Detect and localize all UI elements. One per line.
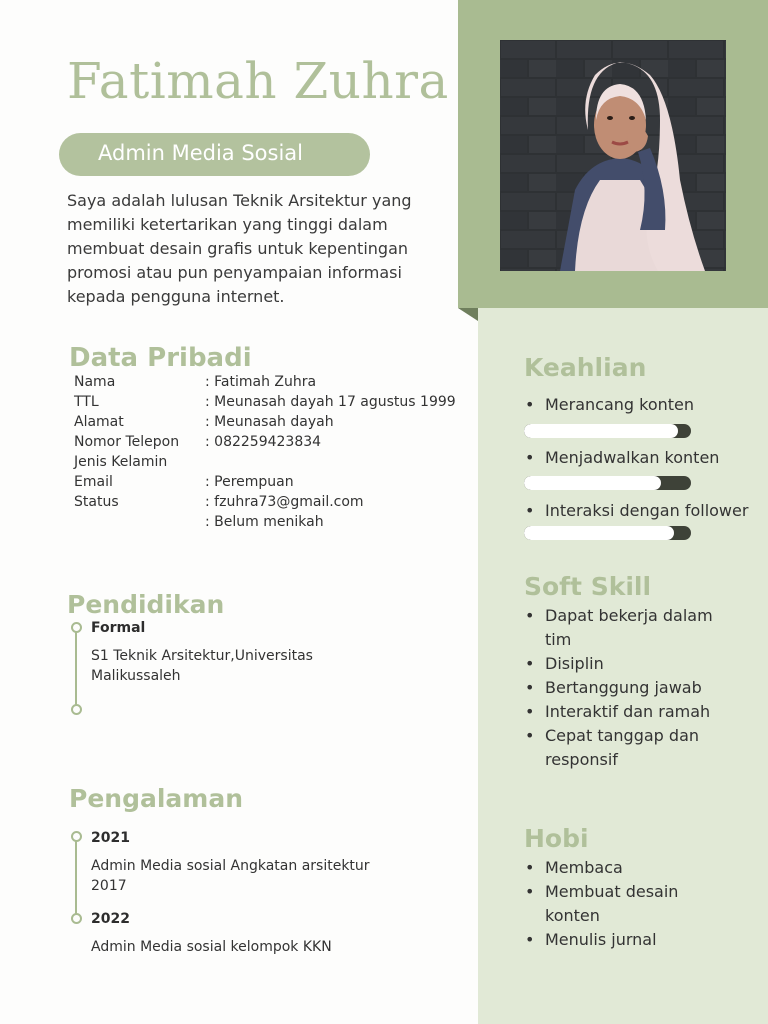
skill-level-bar xyxy=(524,424,691,438)
timeline-dot-icon xyxy=(71,913,82,924)
personal-label: Jenis Kelamin xyxy=(74,454,168,470)
skill-item: • Merancang konten xyxy=(525,395,695,414)
skill-item: • Menjadwalkan konten xyxy=(525,448,720,467)
education-detail: S1 Teknik Arsitektur,Universitas Malikussaleh xyxy=(91,648,313,684)
profile-summary: Saya adalah lulusan Teknik Arsitektur yang memiliki ketertarikan yang tinggi dalam membuat desain grafis untuk kepentingan promosi atau pun penyampaian informasi kepada pengguna internet. xyxy=(67,191,412,306)
personal-label: Nomor Telepon xyxy=(74,434,180,450)
panel-fold-decoration xyxy=(458,308,478,321)
personal-value: : Belum menikah xyxy=(205,514,324,530)
personal-value: : Fatimah Zuhra xyxy=(205,374,317,390)
hobby-text: Membuat desain konten xyxy=(545,882,679,925)
skills-heading: Keahlian xyxy=(524,353,647,382)
personal-value: : 082259423834 xyxy=(205,434,322,450)
list-item: • Membaca xyxy=(525,858,623,877)
hobbies-list xyxy=(525,856,715,952)
experience-detail: Admin Media sosial Angkatan arsitektur 2017 xyxy=(91,858,370,894)
soft-skill-text: Bertanggung jawab xyxy=(545,678,702,697)
skill-label: Merancang konten xyxy=(545,395,695,414)
list-item: • Dapat bekerja dalam tim xyxy=(525,606,713,649)
education-type: Formal xyxy=(91,620,146,636)
timeline-dot-icon xyxy=(71,704,82,715)
experience-heading: Pengalaman xyxy=(69,784,243,813)
list-item: • Menulis jurnal xyxy=(525,930,657,949)
experience-year: 2022 xyxy=(91,911,130,927)
role-title: Admin Media Sosial xyxy=(98,141,304,165)
soft-skill-text: Cepat tanggap dan responsif xyxy=(545,726,700,769)
list-item: • Bertanggung jawab xyxy=(525,678,702,697)
personal-label: Alamat xyxy=(74,414,124,430)
list-item: • Interaktif dan ramah xyxy=(525,702,711,721)
skill-level-bar xyxy=(524,476,691,490)
personal-label: Status xyxy=(74,494,119,510)
profile-photo xyxy=(500,40,726,271)
soft-skill-text: Disiplin xyxy=(545,654,604,673)
personal-value: : Perempuan xyxy=(205,474,294,490)
education-heading: Pendidikan xyxy=(67,590,225,619)
list-item: • Cepat tanggap dan responsif xyxy=(525,726,700,769)
candidate-name: Fatimah Zuhra xyxy=(67,52,449,110)
personal-value: : Meunasah dayah 17 agustus 1999 xyxy=(205,394,456,410)
skill-level-bar xyxy=(524,526,691,540)
personal-data-heading: Data Pribadi xyxy=(69,343,252,373)
skill-label: Interaksi dengan follower xyxy=(545,501,749,520)
timeline-dot-icon xyxy=(71,831,82,842)
skill-level-fill xyxy=(524,424,678,438)
skill-level-fill xyxy=(524,476,661,490)
list-item: • Disiplin xyxy=(525,654,604,673)
soft-skill-text: Dapat bekerja dalam tim xyxy=(545,606,713,649)
hobbies-heading: Hobi xyxy=(524,824,589,853)
skill-label: Menjadwalkan konten xyxy=(545,448,720,467)
experience-detail: Admin Media sosial kelompok KKN xyxy=(91,939,332,955)
experience-year: 2021 xyxy=(91,830,130,846)
timeline-dot-icon xyxy=(71,622,82,633)
personal-label: Nama xyxy=(74,374,116,390)
experience-timeline-line xyxy=(75,841,77,917)
soft-skills-list xyxy=(525,604,715,772)
education-timeline-line xyxy=(75,632,77,708)
list-item: • Membuat desain konten xyxy=(525,882,679,925)
personal-value: : fzuhra73@gmail.com xyxy=(205,494,364,510)
skill-item: • Interaksi dengan follower xyxy=(525,501,749,520)
hobby-text: Membaca xyxy=(545,858,623,877)
hobby-text: Menulis jurnal xyxy=(545,930,657,949)
personal-label: Email xyxy=(74,474,113,490)
personal-value: : Meunasah dayah xyxy=(205,414,334,430)
personal-label: TTL xyxy=(74,394,99,410)
soft-skills-heading: Soft Skill xyxy=(524,572,652,601)
soft-skill-text: Interaktif dan ramah xyxy=(545,702,711,721)
skill-level-fill xyxy=(524,526,674,540)
